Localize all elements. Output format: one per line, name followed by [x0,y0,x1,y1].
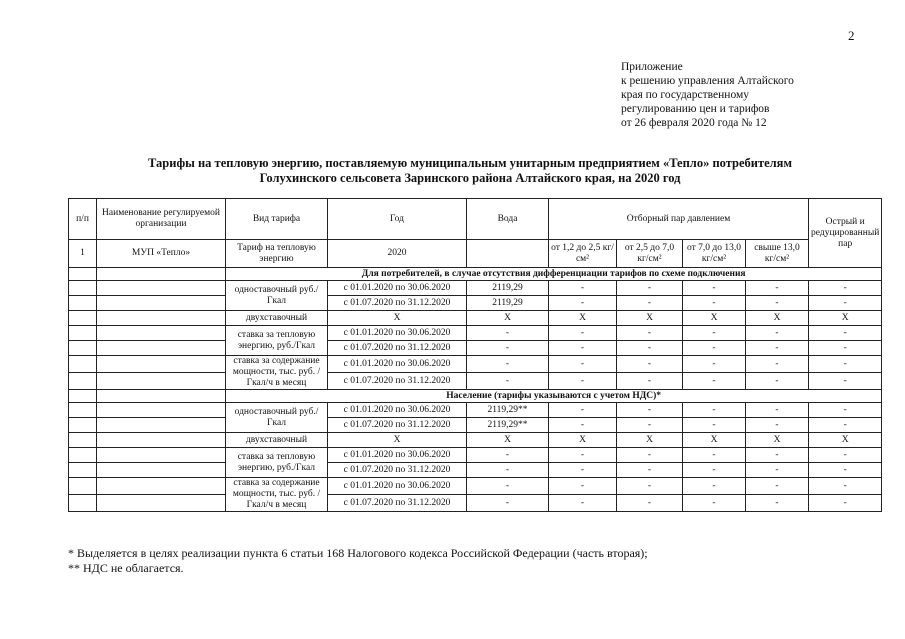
value-cell: - [549,326,617,341]
value-cell: - [467,448,549,463]
value-cell: - [683,341,746,356]
cell-org [97,268,226,281]
header-steam: Отборный пар давлением [549,199,809,240]
header-type: Вид тарифа [226,199,328,240]
table-row [69,448,882,463]
header-p1: от 1,2 до 2,5 кг/см² [549,240,617,268]
value-cell: Х [683,433,746,448]
value-cell: 2119,29 [467,281,549,296]
value-cell: Х [746,433,809,448]
value-cell: - [746,448,809,463]
value-cell: - [746,495,809,512]
org-name: МУП «Тепло» [97,240,226,268]
header-year: Год [328,199,467,240]
cell-np [69,311,97,326]
value-cell: - [549,495,617,512]
value-cell: Х [683,311,746,326]
value-cell: 2119,29** [467,403,549,418]
document-title [60,156,880,186]
value-cell: - [809,356,882,373]
period-cell: с 01.01.2020 по 30.06.2020 [328,403,467,418]
value-cell: - [549,281,617,296]
cell-org [97,418,226,433]
value-cell: - [617,495,683,512]
appendix-line: к решению управления Алтайского [621,75,794,87]
cell-org [97,296,226,311]
value-cell: - [683,463,746,478]
table-row [69,418,882,433]
cell-np [69,373,97,390]
appendix-line: регулированию цен и тарифов [621,103,770,115]
header-np: п/п [69,199,97,240]
value-cell: - [683,495,746,512]
period-cell: с 01.07.2020 по 31.12.2020 [328,463,467,478]
table-row [69,403,882,418]
rate-label: одноставочный руб./Гкал [226,281,328,311]
page-number: 2 [848,28,855,43]
tariff-year: 2020 [328,240,467,268]
value-cell: - [467,356,549,373]
value-cell: - [809,341,882,356]
rate-label: ставка за содержание мощности, тыс. руб. /Гкал/ч в месяц [226,478,328,512]
period-cell: с 01.07.2020 по 31.12.2020 [328,418,467,433]
value-cell: Х [809,311,882,326]
value-cell: Х [467,433,549,448]
cell-np [69,296,97,311]
value-cell: Х [549,433,617,448]
footnote: * Выделяется в целях реализации пункта 6 статьи 168 Налогового кодекса Российской Федерации (часть вторая); [68,546,648,560]
period-cell: с 01.01.2020 по 30.06.2020 [328,281,467,296]
value-cell: - [746,403,809,418]
period-cell: с 01.07.2020 по 31.12.2020 [328,495,467,512]
header-org: Наименование регулируемой организации [97,199,226,240]
value-cell: - [467,341,549,356]
cell-org [97,311,226,326]
value-cell: - [809,463,882,478]
value-cell: - [809,281,882,296]
value-cell: - [683,296,746,311]
cell-org [97,356,226,373]
value-cell: - [617,356,683,373]
value-cell: - [549,373,617,390]
header-p4: свыше 13,0 кг/см² [746,240,809,268]
value-cell: - [683,403,746,418]
cell-org [97,373,226,390]
tariff-table [68,198,882,512]
value-cell: - [683,478,746,495]
org-num: 1 [69,240,97,268]
value-cell: Х [617,311,683,326]
period-cell: с 01.07.2020 по 31.12.2020 [328,341,467,356]
value-cell: Х [328,311,467,326]
value-cell: - [809,403,882,418]
cell-org [97,326,226,341]
value-cell: - [617,403,683,418]
value-cell: - [617,478,683,495]
value-cell: - [809,478,882,495]
value-cell: - [746,478,809,495]
cell-np [69,448,97,463]
period-cell: с 01.01.2020 по 30.06.2020 [328,326,467,341]
table-row [69,296,882,311]
table-row [69,326,882,341]
cell-org [97,495,226,512]
value-cell: - [467,478,549,495]
cell-np [69,463,97,478]
appendix-line: Приложение [621,61,683,73]
value-cell: - [617,373,683,390]
value-cell: - [549,296,617,311]
cell-np [69,390,97,403]
rate-label: двухставочный [226,433,328,448]
value-cell: - [467,495,549,512]
cell-org [97,403,226,418]
value-cell: - [746,418,809,433]
cell-np [69,433,97,448]
value-cell: Х [809,433,882,448]
section-row [69,390,882,403]
table-row [69,373,882,390]
table-row [69,463,882,478]
value-cell: - [617,281,683,296]
title-line: Тарифы на тепловую энергию, поставляемую муниципальным унитарным предприятием «Тепло» потребителям [148,156,792,170]
rate-label: двухставочный [226,311,328,326]
value-cell: - [467,463,549,478]
value-cell: 2119,29** [467,418,549,433]
value-cell: - [683,373,746,390]
period-cell: с 01.01.2020 по 30.06.2020 [328,478,467,495]
value-cell: - [549,341,617,356]
value-cell: - [746,373,809,390]
cell-np [69,326,97,341]
cell-np [69,356,97,373]
value-cell: 2119,29 [467,296,549,311]
value-cell: - [809,448,882,463]
value-cell: - [683,356,746,373]
cell-np [69,478,97,495]
section-title: Для потребителей, в случае отсутствия дифференциации тарифов по схеме подключения [226,268,882,281]
value-cell: - [467,326,549,341]
appendix-line: от 26 февраля 2020 года № 12 [621,117,767,129]
value-cell: - [746,463,809,478]
table-row [69,356,882,373]
header-water: Вода [467,199,549,240]
value-cell: Х [467,311,549,326]
cell-np [69,341,97,356]
value-cell: - [549,463,617,478]
appendix-note [621,60,794,130]
value-cell: - [617,448,683,463]
value-cell: - [549,418,617,433]
value-cell: - [549,478,617,495]
value-cell: - [809,418,882,433]
cell-org [97,448,226,463]
rate-label: одноставочный руб./Гкал [226,403,328,433]
value-cell: - [617,326,683,341]
cell-np [69,495,97,512]
tariff-type: Тариф на тепловую энергию [226,240,328,268]
cell-np [69,281,97,296]
rate-label: ставка за тепловую энергию, руб./Гкал [226,326,328,356]
value-cell: Х [746,311,809,326]
water-empty [467,240,549,268]
section-title: Население (тарифы указываются с учетом НДС)* [226,390,882,403]
rate-label: ставка за содержание мощности, тыс. руб. /Гкал/ч в месяц [226,356,328,390]
value-cell: - [746,326,809,341]
value-cell: - [683,448,746,463]
value-cell: - [746,281,809,296]
cell-org [97,478,226,495]
period-cell: с 01.01.2020 по 30.06.2020 [328,448,467,463]
period-cell: с 01.07.2020 по 31.12.2020 [328,373,467,390]
footnotes [68,546,648,576]
value-cell: - [617,341,683,356]
cell-org [97,433,226,448]
value-cell: - [809,495,882,512]
period-cell: с 01.07.2020 по 31.12.2020 [328,296,467,311]
period-cell: с 01.01.2020 по 30.06.2020 [328,356,467,373]
cell-org [97,281,226,296]
cell-org [97,463,226,478]
table-row [69,495,882,512]
title-line: Голухинского сельсовета Заринского района Алтайского края, на 2020 год [259,171,681,185]
table-row [69,433,882,448]
cell-org [97,341,226,356]
header-sharp-steam: Острый и редуцированный пар [809,199,882,268]
value-cell: - [549,403,617,418]
cell-org [97,390,226,403]
cell-np [69,418,97,433]
value-cell: - [467,373,549,390]
value-cell: - [683,326,746,341]
value-cell: - [683,281,746,296]
table-row [69,478,882,495]
value-cell: - [809,296,882,311]
value-cell: - [746,296,809,311]
value-cell: - [549,448,617,463]
org-row [69,240,882,268]
header-p3: от 7,0 до 13,0 кг/см² [683,240,746,268]
value-cell: - [549,356,617,373]
table-header-row [69,199,882,240]
value-cell: Х [328,433,467,448]
value-cell: - [809,373,882,390]
table-row [69,341,882,356]
value-cell: - [617,463,683,478]
section-row [69,268,882,281]
value-cell: Х [617,433,683,448]
value-cell: - [683,418,746,433]
table-row [69,311,882,326]
value-cell: - [746,356,809,373]
header-p2: от 2,5 до 7,0 кг/см² [617,240,683,268]
value-cell: Х [549,311,617,326]
value-cell: - [809,326,882,341]
rate-label: ставка за тепловую энергию, руб./Гкал [226,448,328,478]
appendix-line: края по государственному [621,89,749,101]
value-cell: - [617,418,683,433]
value-cell: - [617,296,683,311]
value-cell: - [746,341,809,356]
footnote: ** НДС не облагается. [68,561,184,575]
cell-np [69,268,97,281]
cell-np [69,403,97,418]
table-row [69,281,882,296]
